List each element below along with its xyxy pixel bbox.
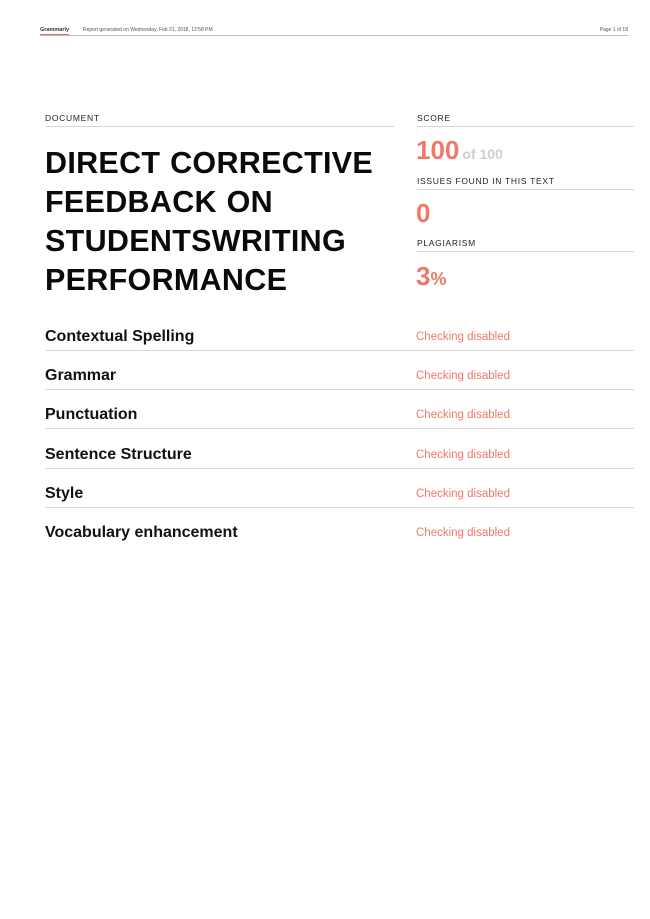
plagiarism-label: PLAGIARISM xyxy=(417,238,634,252)
check-status: Checking disabled xyxy=(416,331,510,343)
plagiarism-unit: % xyxy=(430,269,447,289)
issues-value: 0 xyxy=(416,198,431,228)
plagiarism-number: 3 xyxy=(416,261,431,291)
check-row-contextual-spelling xyxy=(45,328,634,351)
check-status: Checking disabled xyxy=(416,409,510,421)
check-status: Checking disabled xyxy=(416,488,510,500)
check-row-sentence-structure xyxy=(45,446,634,469)
check-name: Style xyxy=(45,485,84,502)
plagiarism-value xyxy=(416,262,446,293)
page-number: Page 1 of 18 xyxy=(599,27,628,33)
issues-label: ISSUES FOUND IN THIS TEXT xyxy=(417,176,634,190)
document-label: DOCUMENT xyxy=(45,113,395,127)
report-header xyxy=(40,26,628,36)
check-row-style xyxy=(45,485,634,508)
check-status: Checking disabled xyxy=(416,527,510,539)
score-value xyxy=(416,136,503,168)
check-status: Checking disabled xyxy=(416,370,510,382)
score-label: SCORE xyxy=(417,113,634,127)
document-title: DIRECT CORRECTIVE FEEDBACK ON STUDENTSWRITING PERFORMANCE xyxy=(45,146,374,297)
check-name: Grammar xyxy=(45,367,117,384)
brand-logo-text: Grammarly xyxy=(40,27,70,33)
check-row-grammar xyxy=(45,367,634,390)
check-name: Vocabulary enhancement xyxy=(45,524,238,541)
check-name: Sentence Structure xyxy=(45,446,192,463)
check-row-vocabulary-enhancement xyxy=(45,524,634,546)
score-number: 100 xyxy=(416,135,460,165)
check-row-punctuation xyxy=(45,406,634,429)
score-out-of: of 100 xyxy=(462,146,503,162)
check-status: Checking disabled xyxy=(416,449,510,461)
check-name: Contextual Spelling xyxy=(45,328,195,345)
check-name: Punctuation xyxy=(45,406,138,423)
report-generated-text: Report generated on Wednesday, Feb 21, 2018, 12:58 PM xyxy=(83,27,213,33)
